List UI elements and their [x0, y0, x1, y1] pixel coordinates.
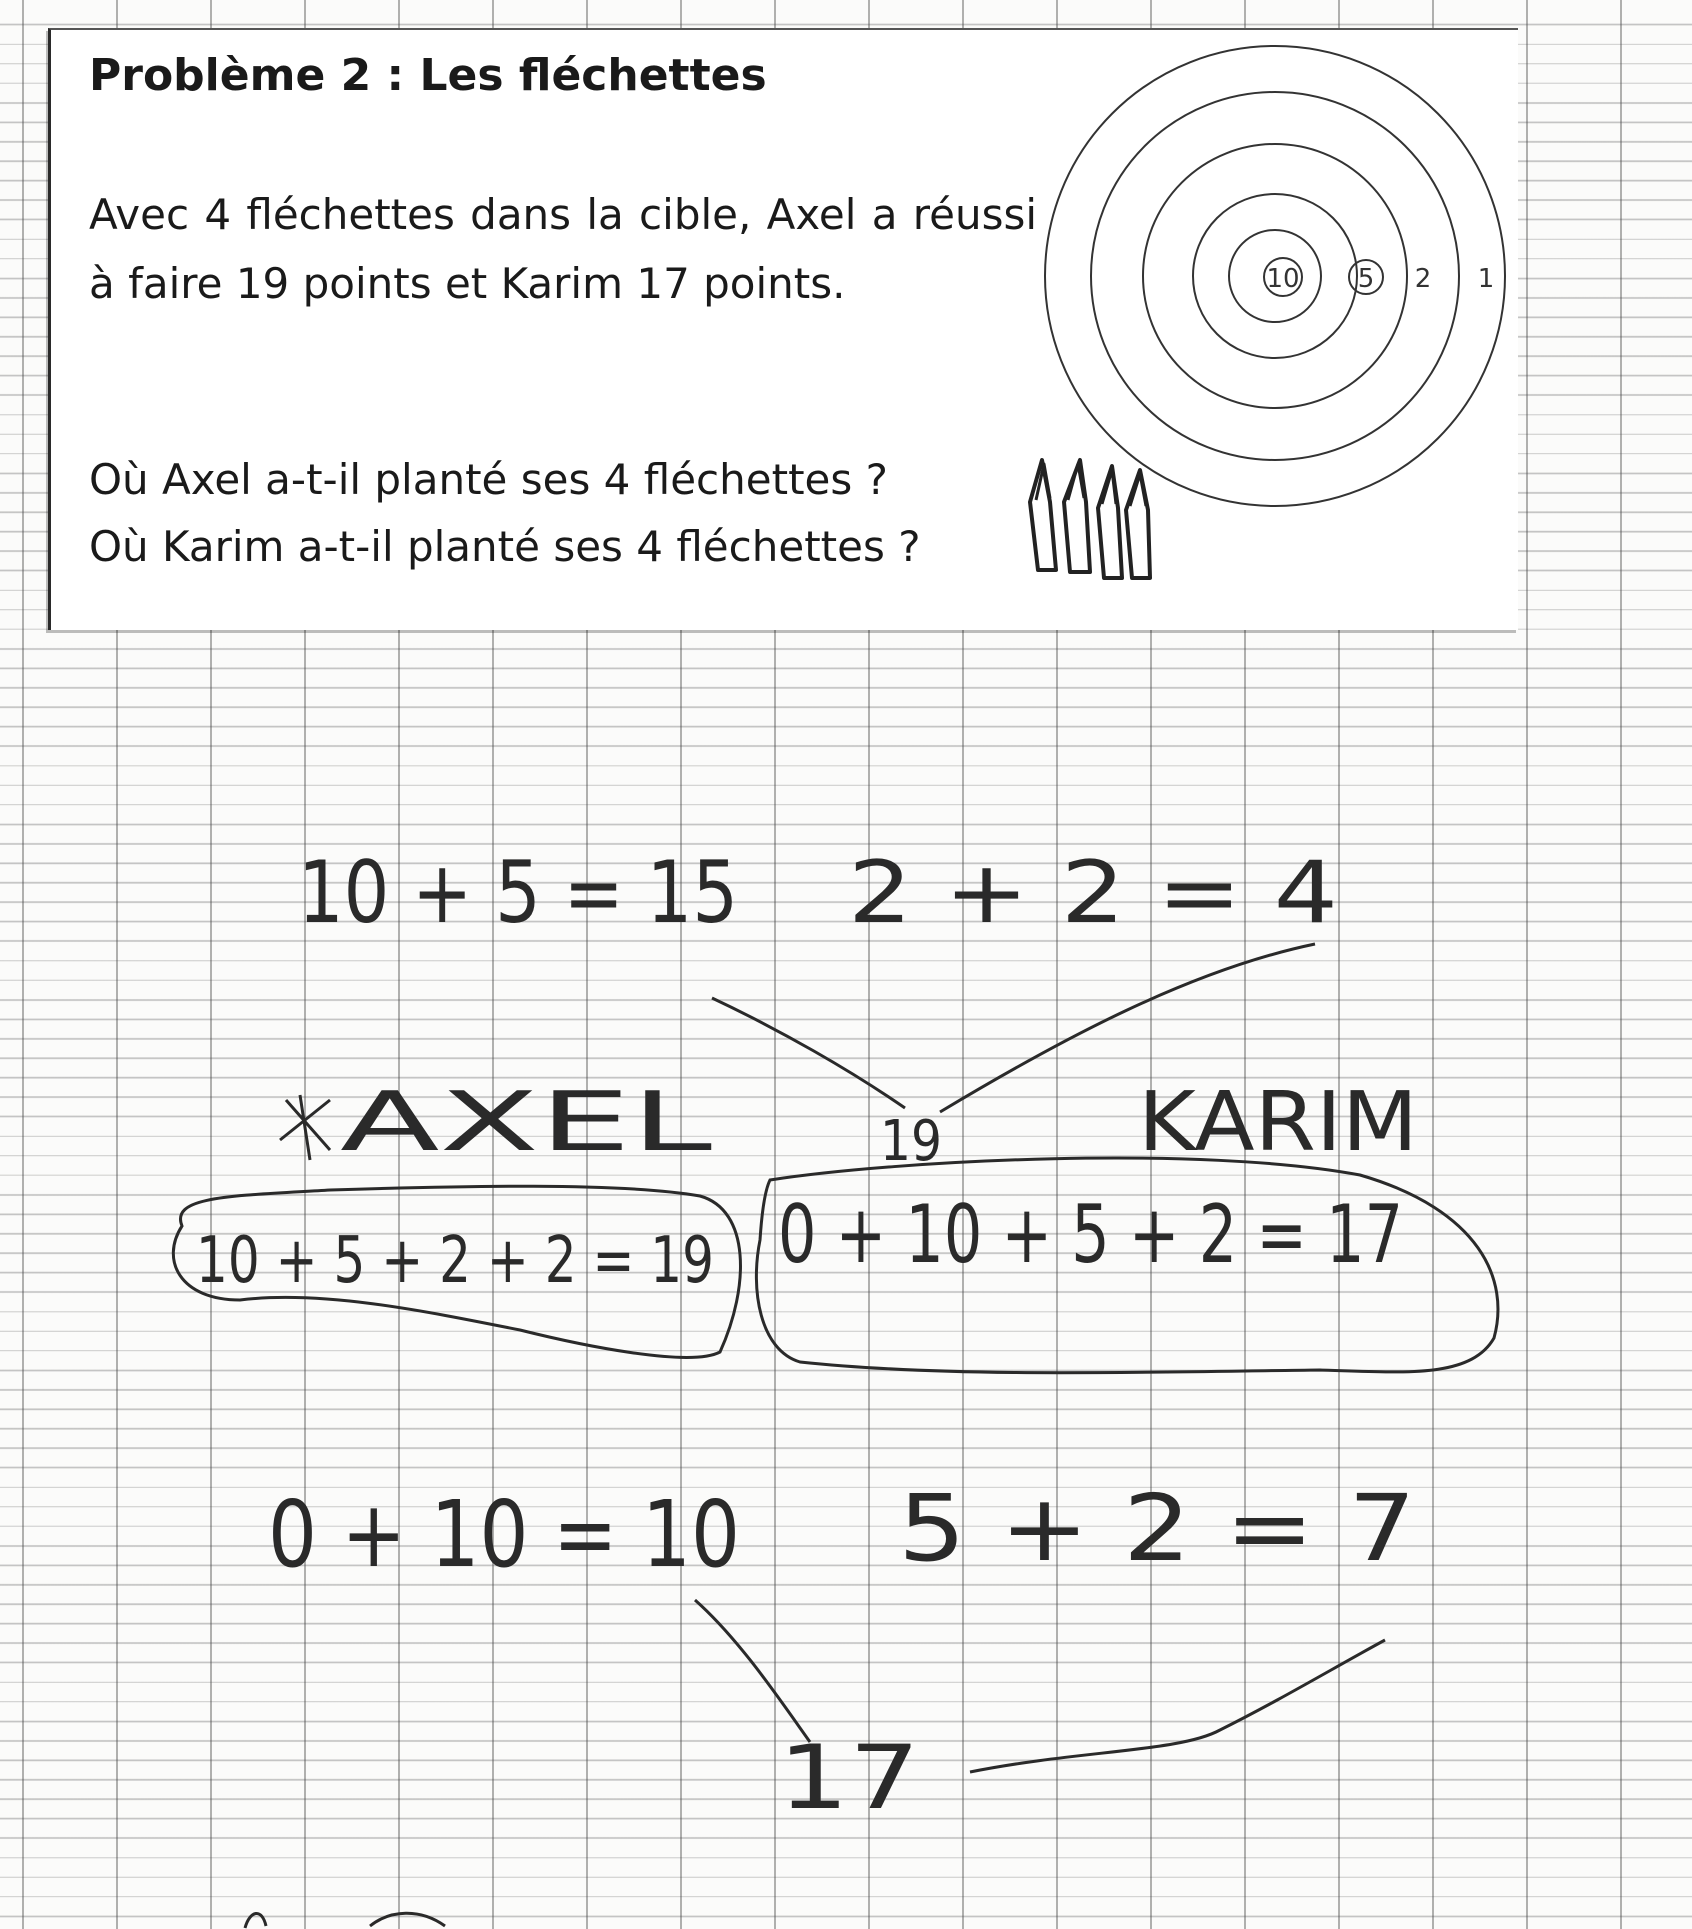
question-karim: Où Karim a-t-il planté ses 4 fléchettes ? [89, 522, 921, 571]
target-score-10: 10 [1266, 264, 1300, 294]
handwritten-text [196, 843, 1418, 1829]
target-score-5: 5 [1357, 264, 1375, 294]
line1-right: 2 + 2 = 4 [848, 843, 1338, 943]
question-axel: Où Axel a-t-il planté ses 4 fléchettes ? [89, 455, 888, 504]
arrow-to-17-left [695, 1600, 810, 1742]
axel-solution: 10 + 5 + 2 + 2 = 19 [196, 1224, 714, 1298]
arrow-to-19-left [712, 998, 905, 1108]
axel-label: AXEL [340, 1075, 713, 1170]
target-score-2: 2 [1414, 264, 1432, 294]
line3-right: 5 + 2 = 7 [898, 1475, 1416, 1582]
target-score-1: 1 [1477, 264, 1495, 294]
problem-title: Problème 2 : Les fléchettes [89, 50, 767, 101]
line1-left: 10 + 5 = 15 [298, 843, 738, 943]
scribble-mark [280, 1095, 330, 1160]
arrow-to-17-right [970, 1640, 1385, 1772]
problem-statement: Avec 4 fléchettes dans la cible, Axel a réussi à faire 19 points et Karim 17 points. [89, 190, 1037, 308]
bottom-pencil-mark [245, 1913, 445, 1928]
result-19: 19 [880, 1109, 942, 1174]
karim-label: KARIM [1138, 1075, 1418, 1170]
karim-solution: 0 + 10 + 5 + 2 = 17 [778, 1188, 1403, 1281]
line3-left: 0 + 10 = 10 [268, 1481, 740, 1588]
result-17: 17 [778, 1726, 920, 1829]
